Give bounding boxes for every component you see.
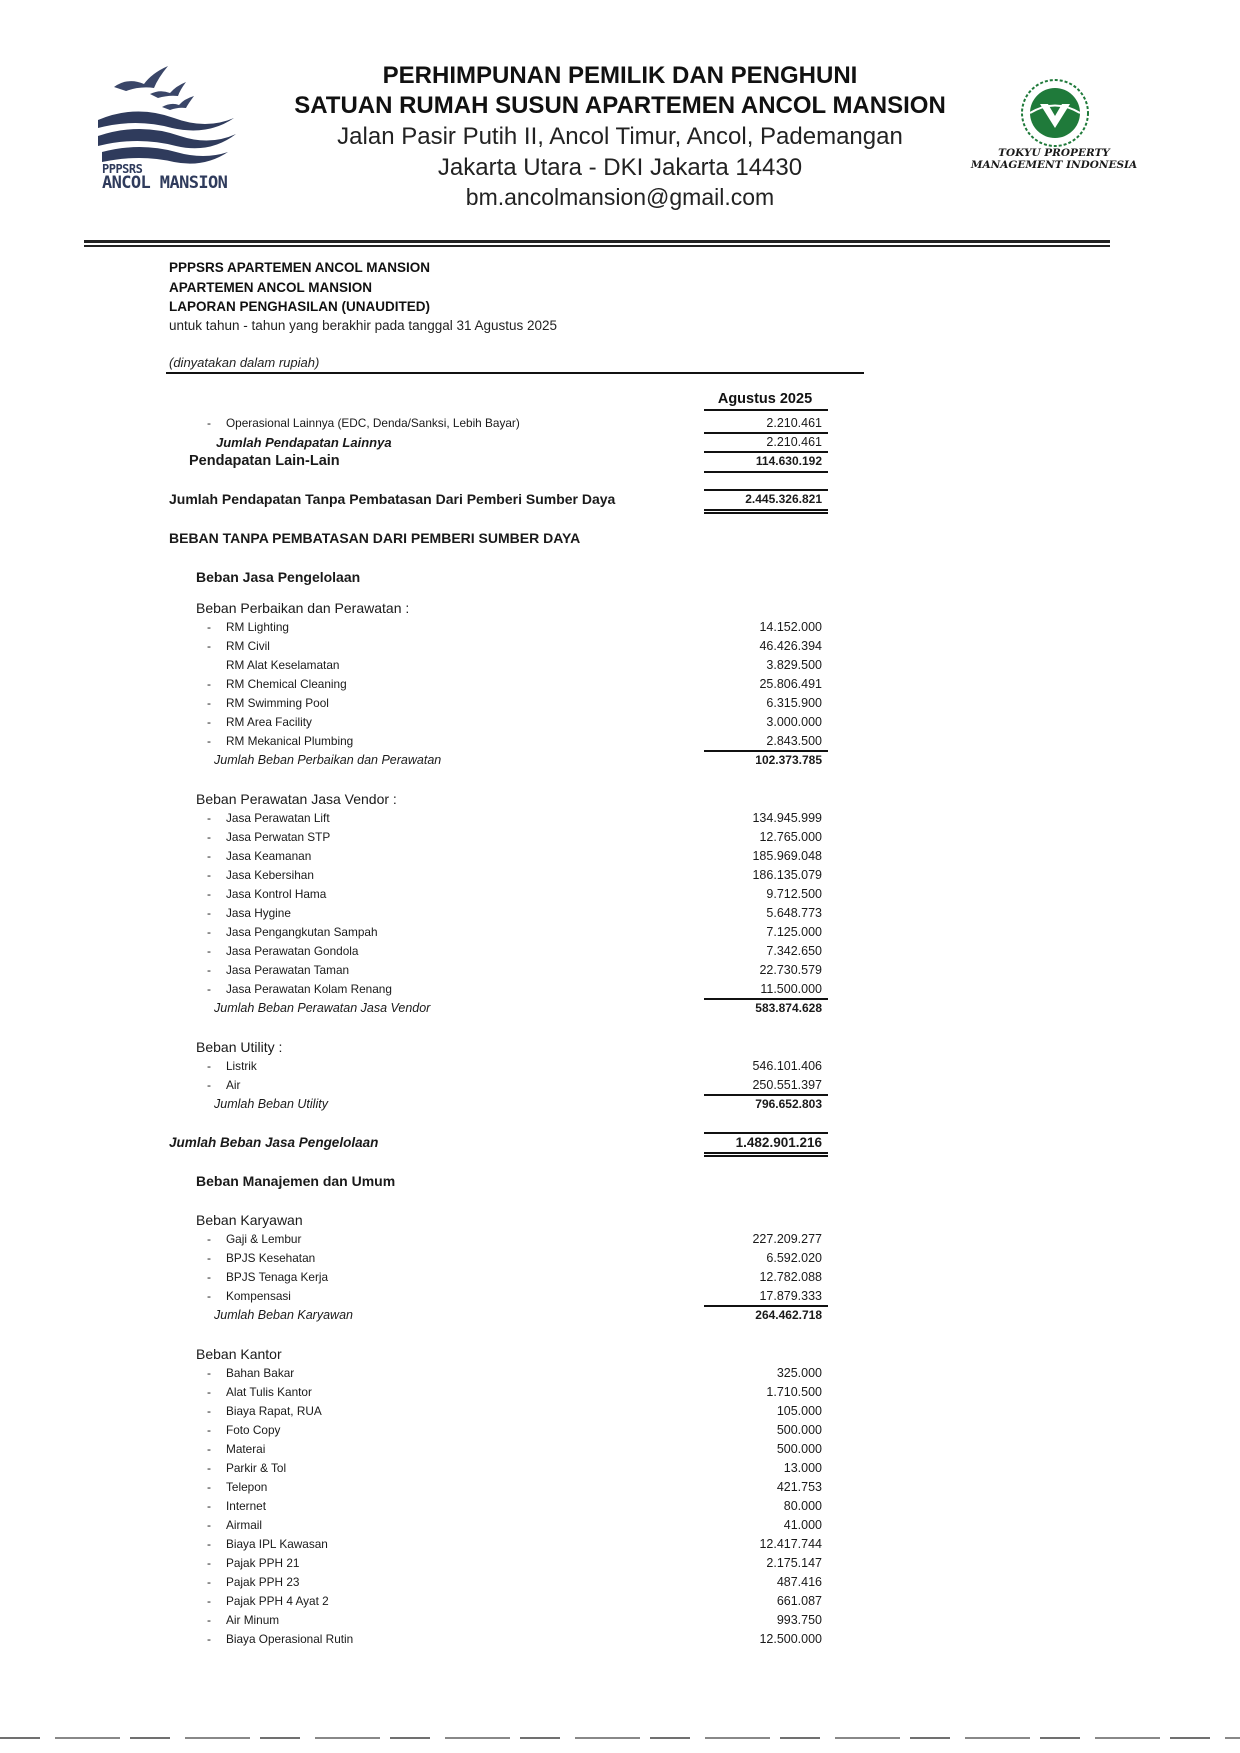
line-item-row — [0, 1497, 1240, 1516]
row-label: BPJS Tenaga Kerja — [226, 1270, 329, 1284]
line-item-row — [0, 1230, 1240, 1249]
line-item-row — [0, 847, 1240, 866]
row-label: Kompensasi — [226, 1289, 291, 1303]
statement-jpl-row — [0, 433, 1240, 452]
seagull-waves-icon — [96, 60, 246, 170]
row-label: Beban Utility : — [196, 1039, 283, 1055]
bullet-dash: - — [207, 620, 211, 634]
row-amount: 12.765.000 — [759, 830, 822, 844]
total-rule-bottom — [704, 1152, 828, 1154]
tokyu-emblem-icon — [1018, 76, 1092, 150]
bullet-dash: - — [207, 944, 211, 958]
org-name-line1: PERHIMPUNAN PEMILIK DAN PENGHUNI — [382, 62, 858, 89]
bullet-dash: - — [207, 639, 211, 653]
line-item-row — [0, 1535, 1240, 1554]
row-amount: 102.373.785 — [755, 753, 822, 767]
bullet-dash: - — [207, 963, 211, 977]
bullet-dash: - — [207, 1632, 211, 1646]
statement-sub-row — [0, 751, 1240, 770]
line-item-row — [0, 1249, 1240, 1268]
row-label: RM Mekanical Plumbing — [226, 734, 354, 748]
row-label: RM Civil — [226, 639, 270, 653]
row-label: Internet — [226, 1499, 267, 1513]
line-item-row — [0, 1268, 1240, 1287]
row-amount: 3.829.500 — [766, 658, 822, 672]
line-item-row — [0, 1630, 1240, 1649]
row-label: Jasa Keamanan — [226, 849, 312, 863]
bullet-dash: - — [207, 1423, 211, 1437]
line-item-row — [0, 1287, 1240, 1306]
row-amount: 12.782.088 — [759, 1270, 822, 1284]
row-label: Air — [226, 1078, 241, 1092]
line-item-row — [0, 713, 1240, 732]
bullet-dash: - — [207, 830, 211, 844]
statement-grand-row — [0, 1133, 1240, 1152]
row-amount: 11.500.000 — [760, 982, 822, 996]
column-header-period: Agustus 2025 — [717, 391, 813, 407]
row-amount: 7.342.650 — [766, 944, 822, 958]
row-amount: 12.500.000 — [759, 1632, 822, 1646]
row-label: Biaya Operasional Rutin — [226, 1632, 354, 1646]
row-amount: 3.000.000 — [766, 715, 822, 729]
row-label: Beban Karyawan — [196, 1212, 303, 1228]
line-item-row — [0, 866, 1240, 885]
line-item-row — [0, 1402, 1240, 1421]
row-amount: 14.152.000 — [759, 620, 822, 634]
line-item-row — [0, 1592, 1240, 1611]
row-amount: 80.000 — [783, 1499, 822, 1513]
tokyu-text — [968, 147, 1140, 171]
row-label: RM Swimming Pool — [226, 696, 329, 710]
bullet-dash: - — [207, 1078, 211, 1092]
statement-head-row — [0, 529, 1240, 548]
row-label: Biaya IPL Kawasan — [226, 1537, 328, 1551]
line-item-row — [0, 1364, 1240, 1383]
bullet-dash: - — [207, 887, 211, 901]
line-item-row — [0, 980, 1240, 999]
bullet-dash: - — [207, 1594, 211, 1608]
currency-note: (dinyatakan dalam rupiah) — [169, 355, 320, 370]
row-amount: 2.210.461 — [766, 416, 822, 430]
row-label: Materai — [226, 1442, 266, 1456]
bullet-dash: - — [207, 696, 211, 710]
bullet-dash: - — [207, 1461, 211, 1475]
tokyu-logo — [1018, 76, 1092, 150]
row-label: Parkir & Tol — [226, 1461, 287, 1475]
row-amount: 487.416 — [776, 1575, 822, 1589]
row-label: Jumlah Beban Perbaikan dan Perawatan — [214, 753, 442, 767]
bullet-dash: - — [207, 1442, 211, 1456]
line-item-row — [0, 809, 1240, 828]
bullet-dash: - — [207, 677, 211, 691]
line-item-row — [0, 1440, 1240, 1459]
row-label: Pajak PPH 4 Ayat 2 — [226, 1594, 329, 1608]
logo-left-line2: ANCOL MANSION — [102, 173, 228, 193]
header-rule-top — [84, 240, 1110, 243]
line-item-row — [0, 1611, 1240, 1630]
row-label: Jasa Pengangkutan Sampah — [226, 925, 378, 939]
bullet-dash: - — [207, 1537, 211, 1551]
row-label: Jumlah Pendapatan Lainnya — [216, 435, 392, 450]
row-label: Jasa Perawatan Kolam Renang — [226, 982, 392, 996]
row-label: Beban Perawatan Jasa Vendor : — [196, 791, 397, 807]
bullet-dash: - — [207, 1385, 211, 1399]
bullet-dash: - — [207, 1059, 211, 1073]
total-rule-top — [704, 1132, 828, 1134]
bullet-dash: - — [207, 849, 211, 863]
bullet-dash: - — [207, 734, 211, 748]
row-label: Beban Perbaikan dan Perawatan : — [196, 600, 410, 616]
report-period: untuk tahun - tahun yang berakhir pada tanggal 31 Agustus 2025 — [169, 318, 558, 333]
row-amount: 546.101.406 — [752, 1059, 822, 1073]
row-amount: 114.630.192 — [755, 454, 822, 468]
row-label: BEBAN TANPA PEMBATASAN DARI PEMBERI SUMBER DAYA — [169, 530, 581, 546]
row-amount: 13.000 — [783, 1461, 822, 1475]
statement-major-row — [0, 1172, 1240, 1191]
line-item-row — [0, 1478, 1240, 1497]
row-label: Pendapatan Lain-Lain — [189, 453, 340, 469]
row-label: Jumlah Beban Karyawan — [214, 1308, 353, 1322]
row-label: Jasa Perawatan Gondola — [226, 944, 359, 958]
row-label: Pajak PPH 23 — [226, 1575, 300, 1589]
total-rule-bottom — [704, 509, 828, 511]
currency-rule — [166, 372, 864, 374]
row-amount: 264.462.718 — [755, 1308, 822, 1322]
bullet-dash: - — [207, 715, 211, 729]
line-item-row — [0, 1076, 1240, 1095]
line-item-row — [0, 618, 1240, 637]
row-amount: 12.417.744 — [759, 1537, 822, 1551]
bullet-dash: - — [207, 1404, 211, 1418]
row-label: Airmail — [226, 1518, 263, 1532]
line-item-row — [0, 1573, 1240, 1592]
row-amount: 2.445.326.821 — [745, 492, 822, 506]
address-line2: Jakarta Utara - DKI Jakarta 14430 — [437, 154, 803, 181]
row-amount: 22.730.579 — [759, 963, 822, 977]
bullet-dash: - — [207, 811, 211, 825]
row-label: Foto Copy — [226, 1423, 281, 1437]
total-rule-top — [704, 750, 828, 752]
row-amount: 2.175.147 — [766, 1556, 822, 1570]
row-label: Jumlah Pendapatan Tanpa Pembatasan Dari Pemberi Sumber Daya — [169, 491, 616, 507]
row-amount: 105.000 — [776, 1404, 822, 1418]
address-line1: Jalan Pasir Putih II, Ancol Timur, Ancol, Pademangan — [337, 123, 903, 150]
row-amount: 46.426.394 — [759, 639, 822, 653]
statement-sec-row — [0, 1211, 1240, 1230]
row-amount: 1.710.500 — [766, 1385, 822, 1399]
statement-sub-row — [0, 999, 1240, 1018]
row-label: Jasa Kebersihan — [226, 868, 314, 882]
line-item-row — [0, 1057, 1240, 1076]
row-label: Jasa Kontrol Hama — [226, 887, 327, 901]
row-amount: 9.712.500 — [766, 887, 822, 901]
row-amount: 2.843.500 — [766, 734, 822, 748]
bullet-dash: - — [207, 1232, 211, 1246]
row-label: Air Minum — [226, 1613, 280, 1627]
row-label: RM Chemical Cleaning — [226, 677, 347, 691]
bullet-dash: - — [207, 925, 211, 939]
line-item-row — [0, 885, 1240, 904]
row-amount: 6.592.020 — [766, 1251, 822, 1265]
row-label: Jumlah Beban Perawatan Jasa Vendor — [214, 1001, 431, 1015]
bullet-dash: - — [207, 1575, 211, 1589]
row-amount: 325.000 — [776, 1366, 822, 1380]
row-label: Alat Tulis Kantor — [226, 1385, 312, 1399]
total-rule-top — [704, 451, 828, 453]
bullet-dash: - — [207, 982, 211, 996]
bullet-dash: - — [207, 1366, 211, 1380]
bullet-dash: - — [207, 1289, 211, 1303]
row-amount: 17.879.333 — [759, 1289, 822, 1303]
line-item-row — [0, 828, 1240, 847]
total-rule-bottom — [704, 471, 828, 473]
row-amount: 661.087 — [776, 1594, 822, 1608]
row-label: Beban Jasa Pengelolaan — [196, 569, 361, 585]
row-amount: 41.000 — [783, 1518, 822, 1532]
total-rule-double — [704, 512, 828, 514]
statement-sub-row — [0, 1306, 1240, 1325]
line-item-row — [0, 923, 1240, 942]
row-label: Beban Kantor — [196, 1346, 282, 1362]
line-item-row — [0, 1421, 1240, 1440]
report-property: APARTEMEN ANCOL MANSION — [169, 280, 373, 295]
row-label: Gaji & Lembur — [226, 1232, 302, 1246]
row-label: Jasa Hygine — [226, 906, 291, 920]
row-amount: 796.652.803 — [755, 1097, 822, 1111]
total-rule-top — [704, 432, 828, 434]
row-amount: 186.135.079 — [752, 868, 822, 882]
line-item-row — [0, 904, 1240, 923]
statement-sec-row — [0, 599, 1240, 618]
total-rule-top — [704, 489, 828, 491]
row-amount: 227.209.277 — [752, 1232, 822, 1246]
scan-edge-line — [0, 1737, 1240, 1739]
total-rule-top — [704, 1305, 828, 1307]
row-label: RM Area Facility — [226, 715, 312, 729]
tokyu-line1: TOKYU PROPERTY — [998, 147, 1110, 159]
row-label: Biaya Rapat, RUA — [226, 1404, 322, 1418]
bullet-dash: - — [207, 1270, 211, 1284]
row-amount: 6.315.900 — [766, 696, 822, 710]
row-label: Beban Manajemen dan Umum — [196, 1173, 396, 1189]
report-entity: PPPSRS APARTEMEN ANCOL MANSION — [169, 260, 431, 275]
row-amount: 500.000 — [776, 1423, 822, 1437]
line-item-row — [0, 414, 1240, 433]
row-label: Operasional Lainnya (EDC, Denda/Sanksi, Lebih Bayar) — [226, 416, 520, 430]
row-label: Jasa Perawatan Lift — [226, 811, 330, 825]
row-label: Telepon — [226, 1480, 268, 1494]
row-amount: 5.648.773 — [766, 906, 822, 920]
row-amount: 2.210.461 — [766, 435, 822, 449]
logo-left-text — [102, 163, 227, 192]
row-label: Jumlah Beban Utility — [214, 1097, 328, 1111]
statement-total-row — [0, 490, 1240, 509]
row-label: Bahan Bakar — [226, 1366, 295, 1380]
row-label: Jasa Perawatan Taman — [226, 963, 350, 977]
bullet-dash: - — [207, 1499, 211, 1513]
statement-sub-row — [0, 1095, 1240, 1114]
bullet-dash: - — [207, 868, 211, 882]
row-label: BPJS Kesehatan — [226, 1251, 316, 1265]
line-item-row — [0, 675, 1240, 694]
row-label: Listrik — [226, 1059, 257, 1073]
line-item-row — [0, 1383, 1240, 1402]
tokyu-line2: MANAGEMENT INDONESIA — [970, 159, 1138, 171]
line-item-row — [0, 942, 1240, 961]
row-amount: 134.945.999 — [752, 811, 822, 825]
total-rule-top — [704, 998, 828, 1000]
total-rule-top — [704, 1094, 828, 1096]
row-amount: 185.969.048 — [752, 849, 822, 863]
statement-sec-row — [0, 790, 1240, 809]
line-item-row — [0, 1516, 1240, 1535]
row-amount: 500.000 — [776, 1442, 822, 1456]
report-title: LAPORAN PENGHASILAN (UNAUDITED) — [169, 299, 430, 314]
row-amount: 583.874.628 — [755, 1001, 822, 1015]
row-label: Jumlah Beban Jasa Pengelolaan — [169, 1135, 379, 1150]
line-item-row — [0, 637, 1240, 656]
row-amount: 7.125.000 — [766, 925, 822, 939]
line-item-row — [0, 656, 1240, 675]
statement-lain-row — [0, 452, 1240, 471]
row-label: RM Lighting — [226, 620, 289, 634]
row-amount: 25.806.491 — [759, 677, 822, 691]
bullet-dash: - — [207, 906, 211, 920]
row-amount: 421.753 — [776, 1480, 822, 1494]
bullet-dash: - — [207, 1518, 211, 1532]
line-item-row — [0, 694, 1240, 713]
column-header-rule — [704, 409, 828, 411]
bullet-dash: - — [207, 1251, 211, 1265]
logo-left-line1: PPPSRS — [102, 162, 143, 176]
statement-major-row — [0, 568, 1240, 587]
email-address: bm.ancolmansion@gmail.com — [465, 184, 775, 210]
line-item-row — [0, 1459, 1240, 1478]
org-name-line2: SATUAN RUMAH SUSUN APARTEMEN ANCOL MANSION — [294, 92, 946, 119]
bullet-dash: - — [207, 1613, 211, 1627]
row-amount: 993.750 — [776, 1613, 822, 1627]
statement-sec-row — [0, 1038, 1240, 1057]
bullet-dash: - — [207, 1556, 211, 1570]
row-amount: 1.482.901.216 — [735, 1135, 822, 1150]
bullet-dash: - — [207, 416, 211, 430]
row-amount: 250.551.397 — [752, 1078, 822, 1092]
line-item-row — [0, 1554, 1240, 1573]
line-item-row — [0, 961, 1240, 980]
row-label: RM Alat Keselamatan — [226, 658, 340, 672]
statement-sec-row — [0, 1345, 1240, 1364]
row-label: Pajak PPH 21 — [226, 1556, 300, 1570]
header-rule-bottom — [84, 245, 1110, 247]
row-label: Jasa Perwatan STP — [226, 830, 331, 844]
total-rule-double — [704, 1155, 828, 1157]
line-item-row — [0, 732, 1240, 751]
bullet-dash: - — [207, 1480, 211, 1494]
